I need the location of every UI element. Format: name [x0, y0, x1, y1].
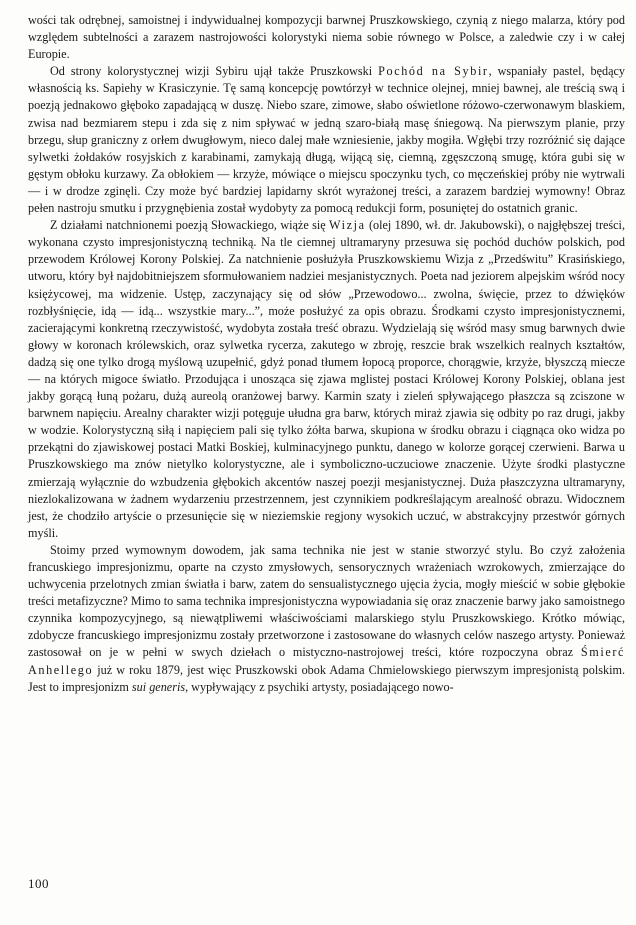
artwork-title: Pochód na Sybir — [378, 64, 489, 79]
paragraph — [28, 63, 625, 217]
paragraph — [28, 12, 625, 63]
page-number: 100 — [28, 876, 49, 891]
latin-phrase: sui generis — [131, 679, 186, 694]
text-run: (olej 1890, wł. dr. Jakubowski), o najgłębszej treści, wykonana czysto impresjonistyczną techniką. Na tle ciemnej ultramaryny przesuwa się pochód duchów polskich, pod przewodem Królowej Korony Polskiej. Za natchnienie posłużyła Pruszkowskiemu Wizja z „Przedświtu” Krasińskiego, utworu, który był najdobitniejszem sformułowaniem nadziei mesjanistycznych. Poeta nad jeziorem alpejskim wśród nocy księżycowej, ma widzenie. Ustęp, zaczynający się od słów „Przewodowo... zwolna, święcie, przez to dźwięków rozbłyśnięcie, idą — idą... wszystkie mary...”, może posłużyć za opis obrazu. Środkami czysto impresjonistycznemi, zacierającymi konkretną rzeczywistość, wydobyta została treść obrazu. Wydzielają się wśród masy smug barwnych dwie głowy w koronach królewskich, oraz sylwetka rycerza, zakutego w zbroję, reszcie brak wszelkich realnych kształtów, dadzą się one tylko drogą myślową uzupełnić, gdyż ponad tłumem łopocą proporce, chorągwie, krzyże, błyszczą miecze — na których migoce światło. Przodująca i unosząca się zjawa mglistej postaci Królowej Korony Polskiej, oblana jest jakby gorącą łuną pożaru, dużą aureolą oranżowej barwy. Karmin szaty i zieleń spływającego płaszcza są zciszone w barwnem napięciu. Arealny charakter wizji potęguje ułudna gra barw, których miraż zjawia się odbity po raz drugi, jakby w wodzie. Kolorystyczną siłą i napięciem pali się tylko żółta barwa, skupiona w środku obrazu i ciągnąca oko widza po przekątni do zjawiskowej postaci Matki Boskiej, kulminacyjnego punktu, danego w kolorze gorącej czerwieni. Barwa u Pruszkowskiego ma znów nietylko kolorystyczne, ale i symboliczno-uczuciowe znaczenie. Użyte środki plastyczne zmierzają wyłącznie do wzbudzenia głębokich akcentów naszej poezji mesjanistycznej. Duża płaszczyzna ultramaryny, niezlokalizowana w żadnem wydarzeniu przestrzennem, jest czynnikiem podkreślającym arealność obrazu. Widocznem jest, że chodziło artyście o przesunięcie się w nieziemskie regjony wysokich uczuć, w abstrakcyjny przestwór górnych myśli. — [28, 218, 625, 540]
paragraph — [28, 217, 625, 542]
artwork-title: Wizja — [329, 218, 366, 233]
text-run: Stoimy przed wymownym dowodem, jak sama technika nie jest w stanie stworzyć stylu. Bo czyż założenia francuskiego impresjonizmu, oparte na czysto zmysłowych, sensorycznych wrażeniach wzrokowych, zmierzające do uchwycenia przelotnych zmian światła i barw, zatem do sensualistycznego ujęcia życia, mogły mieścić w sobie głębokie treści metafizyczne? Mimo to sama technika impresjonistyczna wypowiadania się oraz znaczenie barwy jako samoistnego czynnika kompozycyjnego, są niewątpliwemi właściwościami malarskiego stylu Pruszkowskiego. Krótko mówiąc, zdobycze francuskiego impresjonizmu zostały przetworzone i zastosowane do własnych celów naszego artysty. Ponieważ zastosował on je w pełni w swych dziełach o mistyczno-nastrojowej treści, które rozpoczyna obraz — [28, 542, 625, 660]
text-run: , wypływający z psychiki artysty, posiadającego nowo- — [185, 679, 454, 694]
text-run: , wspaniały pastel, będący własnością ks. Sapiehy w Krasiczynie. Tę samą koncepcję powtórzył w technice olejnej, mniej bawnej, ale treścią swą i poezją jednakowo głęboko zapadającą w duszę. Niebo szare, zimowe, słabo oświetlone różowo-czerwonawym blaskiem, zwisa nad bezmiarem stepu i zda się z nim spływać w jedną szaro-białą masę śniegową. Na pierwszym planie, przy brzegu, słup graniczny z orłem dwugłowym, nieco dalej małe wzniesienie, jakby mogiła. Wgłębi trzy rozróżnić się dające sylwetki żołdaków rosyjskich z karabinami, zamykają długą, wijącą się, ciemną, zgęszczoną smugę, która gubi się w gęstym obłoku kurzawy. Za obłokiem — krzyże, mówiące o miejscu spoczynku tych, co męczeńskiej próby nie wytrwali — i w drodze zginęli. Czy może być bardziej lapidarny skrót wyrażonej treści, a zarazem bardziej wymowny! Obraz pełen nastroju smutku i przygnębienia został wydobyty za pomocą redukcji form, posuniętej do ostatnich granic. — [28, 64, 625, 216]
text-run: wości tak odrębnej, samoistnej i indywidualnej kompozycji barwnej Pruszkowskiego, czynią z niego malarza, który pod względem subtelności a zarazem nastrojowości kolorystyki niema sobie równego w Polsce, a zaledwie czy i w całej Europie. — [28, 13, 625, 62]
paragraph — [28, 542, 625, 696]
body-text — [28, 12, 625, 696]
text-run: Z działami natchnionemi poezją Słowackiego, wiąże się — [50, 218, 329, 233]
text-run: już w roku 1879, jest więc Pruszkowski obok Adama Chmielowskiego pierwszym impresjonistą polskim. Jest to impresjonizm — [28, 662, 625, 694]
text-run: Od strony kolorystycznej wizji Sybiru ujął także Pruszkowski — [50, 64, 379, 79]
artwork-title: Śmierć Anhellego — [28, 645, 625, 677]
